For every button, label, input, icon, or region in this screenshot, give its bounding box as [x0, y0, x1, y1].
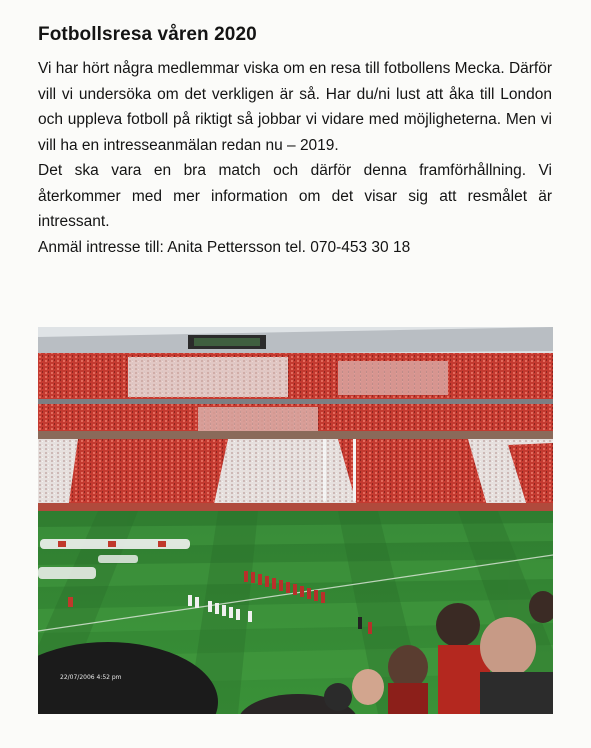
paragraph-intro: Vi har hört några medlemmar viska om en resa till fotbollens Mecka. Därför vill vi undersöka om det verkligen är så. Har du/ni lust att åka till London och uppleva fotboll på riktigt så jobbar vi vidare med möjligheterna. Men vi vill ha en intresseanmälan redan nu – 2019.: [38, 60, 553, 154]
paragraph-contact: Anmäl intresse till: Anita Pettersson tel. 070-453 30 18: [38, 238, 411, 256]
paragraph-details: Det ska vara en bra match och därför denna framförhållning. Vi återkommer med mer information om det visar sig att resmålet är intressant.: [38, 162, 552, 230]
photo-timestamp: 22/07/2006 4:52 pm: [60, 674, 122, 681]
body-text: [38, 56, 552, 260]
stadium-photo: [38, 327, 553, 714]
page-title: Fotbollsresa våren 2020: [38, 24, 257, 45]
